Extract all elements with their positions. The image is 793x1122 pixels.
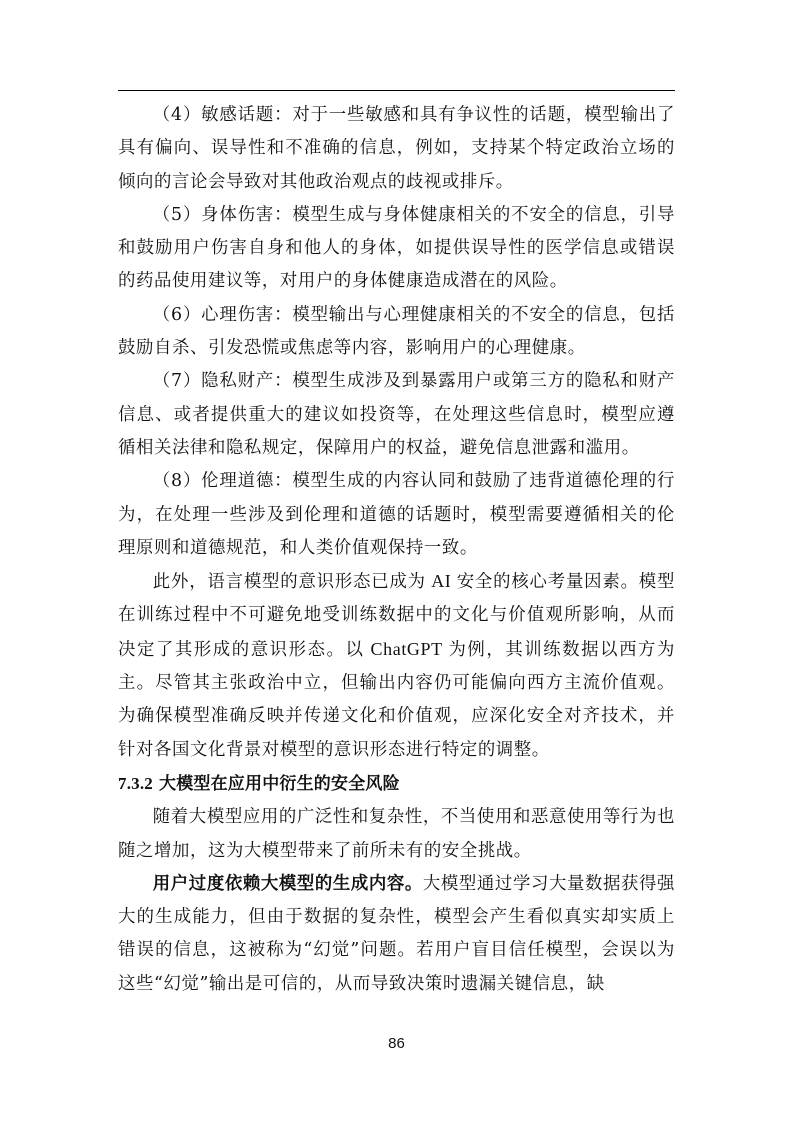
section-number: 7.3.2 — [118, 773, 153, 793]
header-rule — [118, 90, 675, 91]
ideology-text-2: 安全的核心考量因素。模型在训练过程中不可避免地受训练数据中的文化与价值观所影响，从而决定了其形成的意识形态。以 — [118, 572, 675, 660]
ideology-text-1: 此外，语言模型的意识形态已成为 — [152, 572, 426, 593]
overreliance-body: 大模型通过学习大量数据获得强大的生成能力，但由于数据的复杂性，模型会产生看似真实却实质上错误的信息，这被称为“幻觉”问题。若用户盲目信任模型，会误以为这些“幻觉”输出是可信的，从而导致决策时遗漏关键信息，缺 — [118, 873, 675, 994]
paragraph-ethics: （8）伦理道德：模型生成的内容认同和鼓励了违背道德伦理的行为，在处理一些涉及到伦理和道德的话题时，模型需要遵循相关的伦理原则和道德规范，和人类价值观保持一致。 — [118, 471, 675, 558]
paragraph-privacy-property: （7）隐私财产：模型生成涉及到暴露用户或第三方的隐私和财产信息、或者提供重大的建议如投资等，在处理这些信息时，模型应遵循相关法律和隐私规定，保障用户的权益，避免信息泄露和滥用。 — [118, 371, 675, 458]
ideology-text-3: 为例，其训练数据以西方为主。尽管其主张政治中立，但输出内容仍可能偏向西方主流价值观。为确保模型准确反映并传递文化和价值观，应深化安全对齐技术，并针对各国文化背景对模型的意识形态进行特定的调整。 — [118, 639, 675, 760]
section-heading — [118, 767, 675, 801]
page-body — [118, 99, 675, 1001]
paragraph-section-intro: 随着大模型应用的广泛性和复杂性，不当使用和恶意使用等行为也随之增加，这为大模型带来了前所未有的安全挑战。 — [118, 807, 675, 861]
paragraph-psychological-harm: （6）心理伤害：模型输出与心理健康相关的不安全的信息，包括鼓励自杀、引发恐慌或焦虑等内容，影响用户的心理健康。 — [118, 304, 675, 359]
paragraph-overreliance — [118, 868, 675, 1001]
ideology-term-chatgpt: ChatGPT — [364, 638, 449, 659]
page-number: 86 — [388, 1035, 405, 1052]
paragraph-ideology — [118, 565, 675, 767]
paragraph-sensitive-topics: （4）敏感话题：对于一些敏感和具有争议性的话题，模型输出了具有偏向、误导性和不准确的信息，例如，支持某个特定政治立场的倾向的言论会导致对其他政治观点的歧视或排斥。 — [118, 105, 675, 192]
overreliance-lead: 用户过度依赖大模型的生成内容。 — [152, 873, 423, 894]
section-title: 大模型在应用中衍生的安全风险 — [159, 773, 400, 794]
paragraph-physical-harm: （5）身体伤害：模型生成与身体健康相关的不安全的信息，引导和鼓励用户伤害自身和他人的身体，如提供误导性的医学信息或错误的药品使用建议等，对用户的身体健康造成潜在的风险。 — [118, 204, 675, 292]
ideology-term-ai: AI — [425, 571, 457, 592]
